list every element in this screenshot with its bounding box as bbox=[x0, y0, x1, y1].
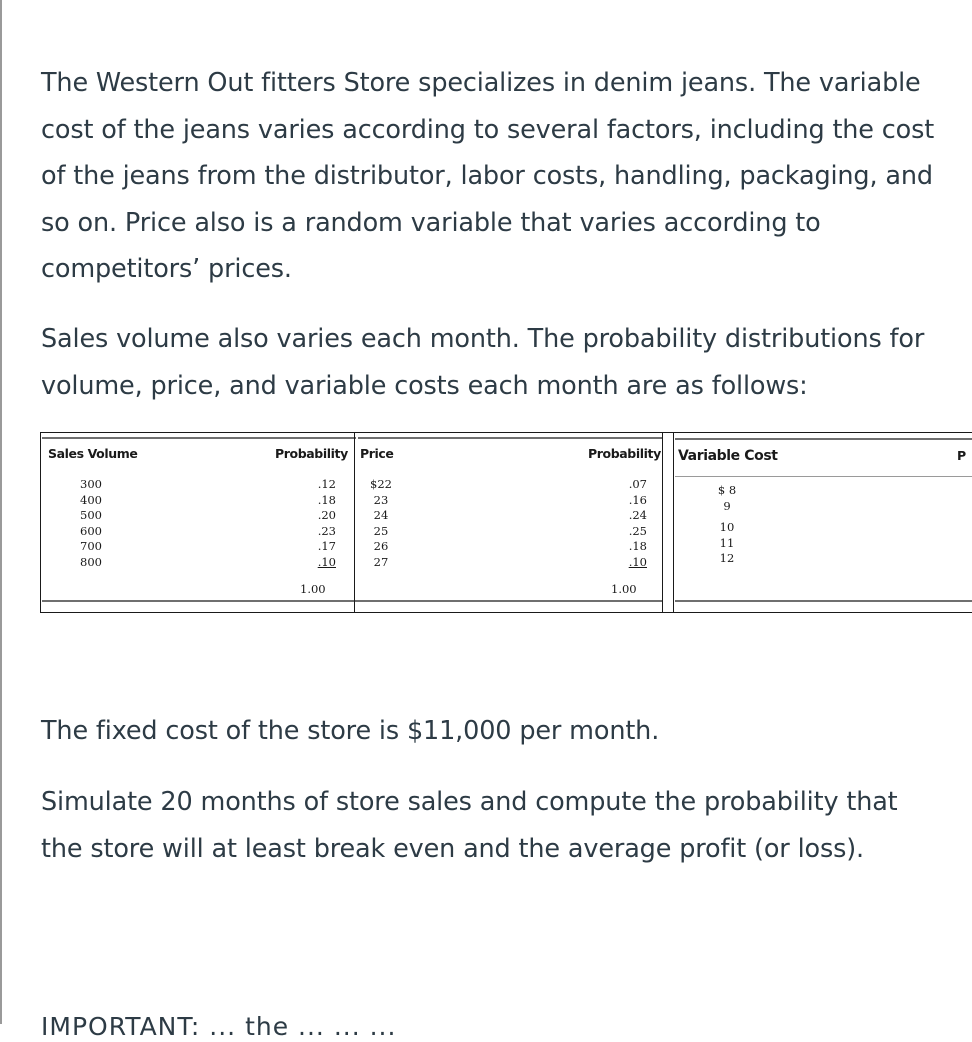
price-value: 26 bbox=[373, 539, 389, 553]
price-probability-value: .16 bbox=[628, 492, 647, 507]
fixed-cost-paragraph: The fixed cost of the store is $11,000 per month. bbox=[41, 716, 660, 746]
sales-volume-value: 300 bbox=[80, 477, 102, 491]
table-bottom-rule bbox=[40, 612, 972, 613]
price-value: $22 bbox=[370, 477, 392, 491]
variable-cost-value: 12 bbox=[719, 551, 735, 565]
volume-probability-total: 1.00 bbox=[300, 582, 326, 596]
variable-cost-value: 11 bbox=[719, 535, 735, 550]
price-probability-value: .18 bbox=[628, 539, 647, 553]
table-header-rule-3 bbox=[675, 438, 972, 440]
header-sales-volume: Sales Volume bbox=[48, 446, 138, 461]
table-subheader-rule bbox=[675, 476, 972, 477]
column-divider-3 bbox=[673, 432, 674, 613]
price-value: 24 bbox=[373, 508, 389, 522]
volume-probability-value: .18 bbox=[317, 492, 336, 507]
table-footer-rule-1 bbox=[42, 600, 662, 602]
header-price: Price bbox=[360, 446, 394, 461]
distribution-paragraph: Sales volume also varies each month. The probability distributions for volume, price, and variable costs each month are as follows: bbox=[41, 324, 925, 401]
variable-cost-column bbox=[703, 483, 751, 567]
header-variable-cost: Variable Cost bbox=[678, 448, 778, 464]
price-probability-total: 1.00 bbox=[611, 582, 637, 596]
price-value: 25 bbox=[373, 523, 389, 538]
probability-table bbox=[40, 432, 972, 613]
sales-volume-value: 500 bbox=[80, 508, 102, 522]
cutoff-text-line: IMPORTANT: ... the ... ... ... bbox=[41, 1012, 397, 1041]
table-header-rule-1 bbox=[42, 437, 356, 439]
header-volume-probability: Probability bbox=[275, 446, 348, 461]
price-probability-value: .10 bbox=[628, 554, 647, 569]
sales-volume-value: 800 bbox=[80, 554, 102, 569]
price-probability-value: .07 bbox=[628, 477, 647, 491]
header-cost-probability: P bbox=[957, 448, 966, 463]
table-header-rule-2 bbox=[358, 437, 662, 439]
header-price-probability: Probability bbox=[588, 446, 661, 461]
volume-probability-column bbox=[304, 477, 336, 570]
volume-probability-value: .23 bbox=[317, 523, 336, 538]
price-probability-value: .25 bbox=[628, 523, 647, 538]
table-left-edge bbox=[40, 432, 41, 613]
price-probability-value: .24 bbox=[628, 508, 647, 522]
column-divider-2 bbox=[662, 432, 663, 613]
variable-cost-value: 9 bbox=[723, 498, 731, 513]
intro-paragraph: The Western Out fitters Store specializes in denim jeans. The variable cost of the jeans varies according to several factors, including the cost of the jeans from the distributor, labor costs, handling, packaging, and so on. Price also is a random variable that varies according to competitors’ prices. bbox=[41, 68, 935, 284]
volume-probability-value: .12 bbox=[317, 477, 336, 491]
price-probability-column bbox=[615, 477, 647, 570]
sales-volume-value: 700 bbox=[80, 539, 102, 553]
price-value: 23 bbox=[373, 492, 389, 507]
table-top-rule bbox=[40, 432, 972, 433]
volume-probability-value: .17 bbox=[317, 539, 336, 553]
price-column bbox=[362, 477, 400, 570]
sales-volume-column bbox=[80, 477, 102, 570]
task-paragraph: Simulate 20 months of store sales and compute the probability that the store will at least break even and the average profit (or loss). bbox=[41, 787, 898, 864]
variable-cost-value: $ 8 bbox=[717, 483, 737, 497]
sales-volume-value: 400 bbox=[80, 492, 102, 507]
volume-probability-value: .20 bbox=[317, 508, 336, 522]
variable-cost-value: 10 bbox=[719, 520, 735, 534]
left-border bbox=[0, 0, 2, 1024]
volume-probability-value: .10 bbox=[317, 554, 336, 569]
sales-volume-value: 600 bbox=[80, 523, 102, 538]
table-footer-rule-2 bbox=[675, 600, 972, 602]
price-value: 27 bbox=[373, 554, 389, 569]
column-divider-1 bbox=[354, 432, 355, 613]
